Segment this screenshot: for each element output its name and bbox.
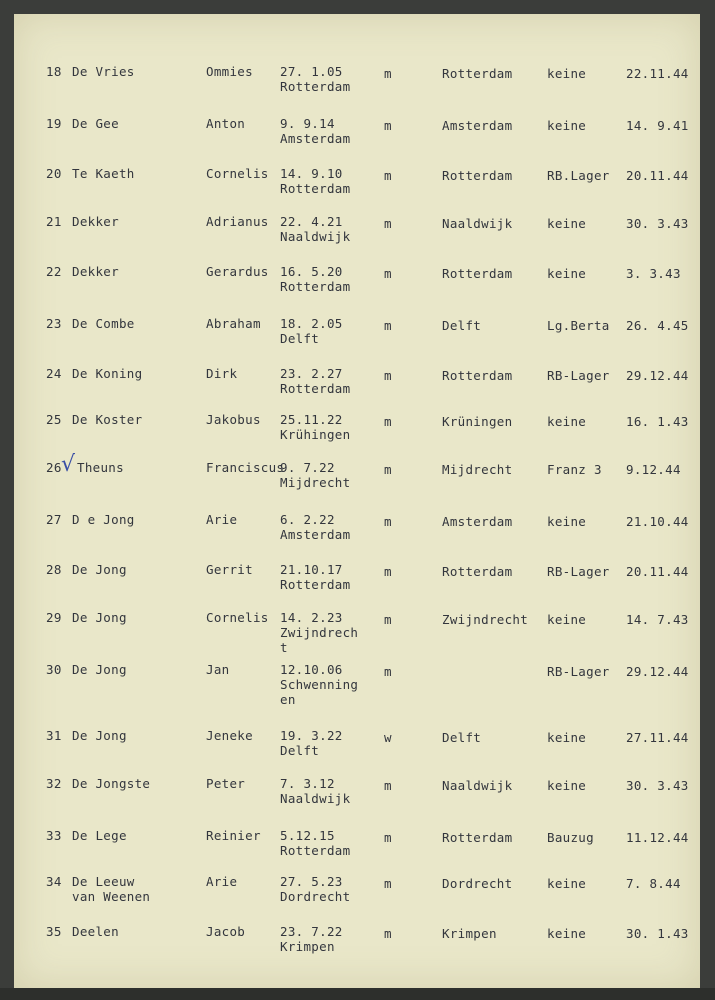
list-item (14, 874, 700, 922)
sex: m (384, 612, 392, 627)
sex: m (384, 414, 392, 429)
birth-place: Delft (280, 743, 320, 758)
end-date: 27.11.44 (626, 730, 689, 745)
birth-place: Rotterdam (280, 843, 351, 858)
entry-number: 34 (46, 874, 62, 889)
birth-date: 14. 9.10 (280, 166, 343, 181)
sex: w (384, 730, 392, 745)
entry-number: 21 (46, 214, 62, 229)
birth-date-place (280, 828, 350, 858)
sex: m (384, 266, 392, 281)
first-name: Anton (206, 116, 246, 131)
surname: Dekker (72, 214, 119, 229)
birth-date-place (280, 610, 360, 655)
first-name: Jeneke (206, 728, 253, 743)
birth-date-place (280, 728, 343, 758)
camp: RB.Lager (547, 168, 610, 183)
birth-date: 22. 4.21 (280, 214, 343, 229)
birth-date: 6. 2.22 (280, 512, 335, 527)
end-date: 29.12.44 (626, 664, 689, 679)
residence: Rotterdam (442, 564, 513, 579)
birth-place: Rotterdam (280, 79, 351, 94)
list-item (14, 214, 700, 262)
first-name: Reinier (206, 828, 261, 843)
birth-date-place (280, 460, 350, 490)
entry-number: 22 (46, 264, 62, 279)
surname: De Lege (72, 828, 127, 843)
entry-number: 28 (46, 562, 62, 577)
birth-place: Schwenningen (280, 677, 359, 707)
list-item (14, 562, 700, 610)
entry-number: 30 (46, 662, 62, 677)
camp: keine (547, 926, 587, 941)
end-date: 14. 9.41 (626, 118, 689, 133)
sex: m (384, 462, 392, 477)
residence: Mijdrecht (442, 462, 513, 477)
end-date: 14. 7.43 (626, 612, 689, 627)
birth-date: 25.11.22 (280, 412, 343, 427)
camp: keine (547, 730, 587, 745)
end-date: 29.12.44 (626, 368, 689, 383)
sex: m (384, 318, 392, 333)
list-item (14, 512, 700, 560)
camp: keine (547, 778, 587, 793)
surname: D e Jong (72, 512, 135, 527)
birth-date: 9. 7.22 (280, 460, 335, 475)
end-date: 30. 3.43 (626, 778, 689, 793)
first-name: Gerardus (206, 264, 269, 279)
birth-date: 16. 5.20 (280, 264, 343, 279)
birth-place: Krühingen (280, 427, 351, 442)
entry-number: 23 (46, 316, 62, 331)
residence: Naaldwijk (442, 216, 513, 231)
end-date: 26. 4.45 (626, 318, 689, 333)
surname: De Vries (72, 64, 135, 79)
camp: Lg.Berta (547, 318, 610, 333)
camp: Franz 3 (547, 462, 602, 477)
entry-number: 26 (46, 460, 62, 475)
entry-number: 29 (46, 610, 62, 625)
birth-date: 5.12.15 (280, 828, 335, 843)
birth-date-place (280, 316, 343, 346)
birth-place: Rotterdam (280, 279, 351, 294)
camp: keine (547, 118, 587, 133)
camp: keine (547, 266, 587, 281)
list-item (14, 264, 700, 312)
birth-date-place (280, 116, 350, 146)
surname: De Leeuw van Weenen (72, 874, 151, 904)
birth-date-place (280, 662, 360, 707)
first-name: Gerrit (206, 562, 253, 577)
residence: Delft (442, 730, 482, 745)
document-page (14, 14, 700, 988)
birth-date-place (280, 166, 350, 196)
sex: m (384, 664, 392, 679)
sex: m (384, 66, 392, 81)
first-name: Ommies (206, 64, 253, 79)
birth-place: Naaldwijk (280, 229, 351, 244)
sex: m (384, 564, 392, 579)
first-name: Jan (206, 662, 230, 677)
entry-number: 27 (46, 512, 62, 527)
first-name: Franciscus (206, 460, 285, 475)
list-item (14, 728, 700, 776)
end-date: 11.12.44 (626, 830, 689, 845)
birth-place: Zwijndrecht (280, 625, 359, 655)
sex: m (384, 876, 392, 891)
birth-place: Rotterdam (280, 181, 351, 196)
birth-date: 27. 5.23 (280, 874, 343, 889)
birth-date-place (280, 214, 350, 244)
entry-number: 32 (46, 776, 62, 791)
birth-date: 7. 3.12 (280, 776, 335, 791)
first-name: Dirk (206, 366, 238, 381)
sex: m (384, 514, 392, 529)
residence: Rotterdam (442, 368, 513, 383)
birth-date: 12.10.06 (280, 662, 343, 677)
sex: m (384, 168, 392, 183)
entry-number: 35 (46, 924, 62, 939)
first-name: Adrianus (206, 214, 269, 229)
end-date: 20.11.44 (626, 564, 689, 579)
list-item (14, 610, 700, 658)
list-item (14, 776, 700, 824)
birth-date-place (280, 924, 343, 954)
sex: m (384, 118, 392, 133)
residence: Rotterdam (442, 168, 513, 183)
end-date: 30. 1.43 (626, 926, 689, 941)
first-name: Arie (206, 512, 238, 527)
entry-number: 19 (46, 116, 62, 131)
end-date: 7. 8.44 (626, 876, 681, 891)
surname: De Gee (72, 116, 119, 131)
list-item (14, 452, 700, 508)
birth-place: Mijdrecht (280, 475, 351, 490)
birth-place: Amsterdam (280, 131, 351, 146)
birth-place: Delft (280, 331, 320, 346)
surname: Theuns (77, 460, 124, 475)
list-item (14, 316, 700, 364)
list-item (14, 64, 700, 112)
entry-number: 31 (46, 728, 62, 743)
surname: De Jong (72, 662, 127, 677)
camp: RB-Lager (547, 664, 610, 679)
camp: keine (547, 66, 587, 81)
birth-date: 19. 3.22 (280, 728, 343, 743)
list-item (14, 924, 700, 972)
entry-number: 33 (46, 828, 62, 843)
birth-date: 27. 1.05 (280, 64, 343, 79)
birth-date: 23. 2.27 (280, 366, 343, 381)
list-item (14, 166, 700, 214)
scan-edge (0, 988, 715, 1000)
birth-place: Krimpen (280, 939, 335, 954)
camp: keine (547, 216, 587, 231)
first-name: Cornelis (206, 610, 269, 625)
first-name: Cornelis (206, 166, 269, 181)
surname: De Jong (72, 728, 127, 743)
entry-number: 25 (46, 412, 62, 427)
camp: keine (547, 612, 587, 627)
sex: m (384, 830, 392, 845)
end-date: 9.12.44 (626, 462, 681, 477)
birth-date-place (280, 874, 350, 904)
surname: De Combe (72, 316, 135, 331)
surname: Deelen (72, 924, 119, 939)
end-date: 21.10.44 (626, 514, 689, 529)
birth-date-place (280, 512, 350, 542)
surname: De Koster (72, 412, 143, 427)
residence: Krüningen (442, 414, 513, 429)
birth-date: 18. 2.05 (280, 316, 343, 331)
residence: Zwijndrecht (442, 612, 529, 627)
surname: De Jong (72, 562, 127, 577)
birth-place: Dordrecht (280, 889, 351, 904)
sex: m (384, 926, 392, 941)
list-item (14, 366, 700, 414)
birth-date-place (280, 64, 350, 94)
birth-place: Amsterdam (280, 527, 351, 542)
birth-date-place (280, 412, 350, 442)
end-date: 3. 3.43 (626, 266, 681, 281)
camp: RB-Lager (547, 564, 610, 579)
camp: keine (547, 876, 587, 891)
end-date: 30. 3.43 (626, 216, 689, 231)
camp: keine (547, 414, 587, 429)
list-item (14, 116, 700, 164)
residence: Delft (442, 318, 482, 333)
entry-number: 20 (46, 166, 62, 181)
birth-date-place (280, 562, 350, 592)
surname: De Jongste (72, 776, 151, 791)
first-name: Abraham (206, 316, 261, 331)
birth-date: 21.10.17 (280, 562, 343, 577)
first-name: Peter (206, 776, 246, 791)
residence: Krimpen (442, 926, 497, 941)
end-date: 20.11.44 (626, 168, 689, 183)
end-date: 22.11.44 (626, 66, 689, 81)
birth-date: 9. 9.14 (280, 116, 335, 131)
list-item (14, 662, 700, 710)
list-item (14, 412, 700, 460)
first-name: Arie (206, 874, 238, 889)
entry-number: 24 (46, 366, 62, 381)
end-date: 16. 1.43 (626, 414, 689, 429)
residence: Amsterdam (442, 118, 513, 133)
entry-number: 18 (46, 64, 62, 79)
camp: Bauzug (547, 830, 594, 845)
residence: Rotterdam (442, 66, 513, 81)
residence: Dordrecht (442, 876, 513, 891)
sex: m (384, 778, 392, 793)
residence: Rotterdam (442, 266, 513, 281)
camp: RB-Lager (547, 368, 610, 383)
sex: m (384, 368, 392, 383)
residence: Rotterdam (442, 830, 513, 845)
birth-date: 14. 2.23 (280, 610, 343, 625)
camp: keine (547, 514, 587, 529)
birth-place: Naaldwijk (280, 791, 351, 806)
residence: Naaldwijk (442, 778, 513, 793)
birth-place: Rotterdam (280, 381, 351, 396)
list-item (14, 828, 700, 876)
birth-date: 23. 7.22 (280, 924, 343, 939)
residence: Amsterdam (442, 514, 513, 529)
check-mark: √ (61, 452, 76, 477)
surname: Te Kaeth (72, 166, 135, 181)
birth-date-place (280, 264, 350, 294)
birth-date-place (280, 776, 350, 806)
first-name: Jacob (206, 924, 246, 939)
surname: De Jong (72, 610, 127, 625)
sex: m (384, 216, 392, 231)
birth-place: Rotterdam (280, 577, 351, 592)
first-name: Jakobus (206, 412, 261, 427)
surname: Dekker (72, 264, 119, 279)
birth-date-place (280, 366, 350, 396)
surname: De Koning (72, 366, 143, 381)
